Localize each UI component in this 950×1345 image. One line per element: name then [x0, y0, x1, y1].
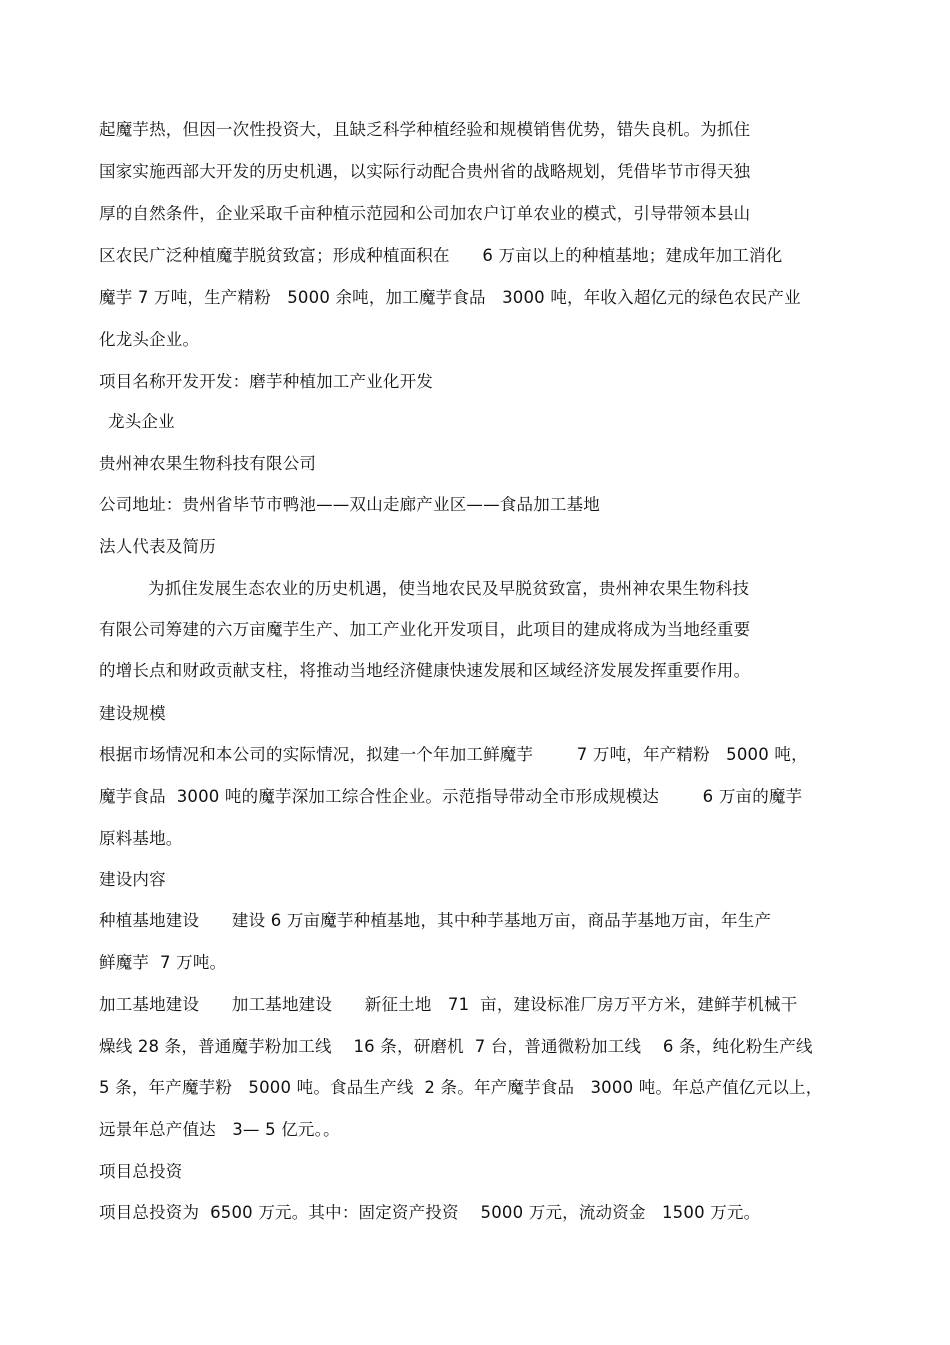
paragraph-line: 为抓住发展生态农业的历史机遇，使当地农民及早脱贫致富，贵州神农果生物科技 [148, 579, 750, 598]
section-heading-project-name: 项目名称开发开发：磨芋种植加工产业化开发 [99, 372, 433, 391]
paragraph-line: 的增长点和财政贡献支柱，将推动当地经济健康快速发展和区域经济发展发挥重要作用。 [99, 661, 751, 680]
paragraph-line: 厚的自然条件，企业采取千亩种植示范园和公司加农户订单农业的模式，引导带领本县山 [99, 204, 751, 223]
paragraph-line: 鲜魔芋 7 万吨。 [99, 953, 227, 972]
paragraph-line: 国家实施西部大开发的历史机遇，以实际行动配合贵州省的战略规划，凭借毕节市得天独 [99, 162, 751, 181]
section-heading-legal-representative: 法人代表及简历 [99, 537, 216, 556]
paragraph-line: 加工基地建设 加工基地建设 新征土地 71 亩，建设标准厂房万平方米，建鲜芋机械干 [99, 995, 798, 1014]
paragraph-line: 原料基地。 [99, 829, 183, 848]
company-address: 公司地址：贵州省毕节市鸭池——双山走廊产业区——食品加工基地 [99, 495, 600, 514]
paragraph-line: 区农民广泛种植魔芋脱贫致富；形成种植面积在 6 万亩以上的种植基地；建成年加工消化 [99, 246, 783, 265]
paragraph-line: 5 条，年产魔芋粉 5000 吨。食品生产线 2 条。年产魔芋食品 3000 吨。年总产值亿元以上， [99, 1078, 823, 1097]
paragraph-line: 起魔芋热，但因一次性投资大，且缺乏科学种植经验和规模销售优势，错失良机。为抓住 [99, 120, 751, 139]
company-name: 贵州神农果生物科技有限公司 [99, 454, 317, 473]
paragraph-line: 有限公司筹建的六万亩魔芋生产、加工产业化开发项目，此项目的建成将成为当地经重要 [99, 620, 751, 639]
section-heading-construction-content: 建设内容 [99, 870, 166, 889]
paragraph-line: 魔芋 7 万吨，生产精粉 5000 余吨，加工魔芋食品 3000 吨，年收入超亿元的绿色农民产业 [99, 288, 801, 307]
paragraph-line: 化龙头企业。 [99, 330, 200, 349]
paragraph-line: 远景年总产值达 3— 5 亿元。。 [99, 1120, 340, 1139]
paragraph-line: 燥线 28 条，普通魔芋粉加工线 16 条，研磨机 7 台，普通微粉加工线 6 条，纯化粉生产线 [99, 1037, 813, 1056]
paragraph-line: 种植基地建设 建设 6 万亩魔芋种植基地，其中种芋基地万亩，商品芋基地万亩，年生产 [99, 911, 772, 930]
paragraph-line: 项目总投资为 6500 万元。其中：固定资产投资 5000 万元，流动资金 1500 万元。 [99, 1203, 761, 1222]
paragraph-line: 根据市场情况和本公司的实际情况，拟建一个年加工鲜魔芋 7 万吨，年产精粉 5000 吨， [99, 745, 808, 764]
section-heading-construction-scale: 建设规模 [99, 704, 166, 723]
paragraph-line: 魔芋食品 3000 吨的魔芋深加工综合性企业。示范指导带动全市形成规模达 6 万亩的魔芋 [99, 787, 803, 806]
section-heading-leading-enterprise: 龙头企业 [108, 412, 175, 431]
section-heading-total-investment: 项目总投资 [99, 1162, 183, 1181]
